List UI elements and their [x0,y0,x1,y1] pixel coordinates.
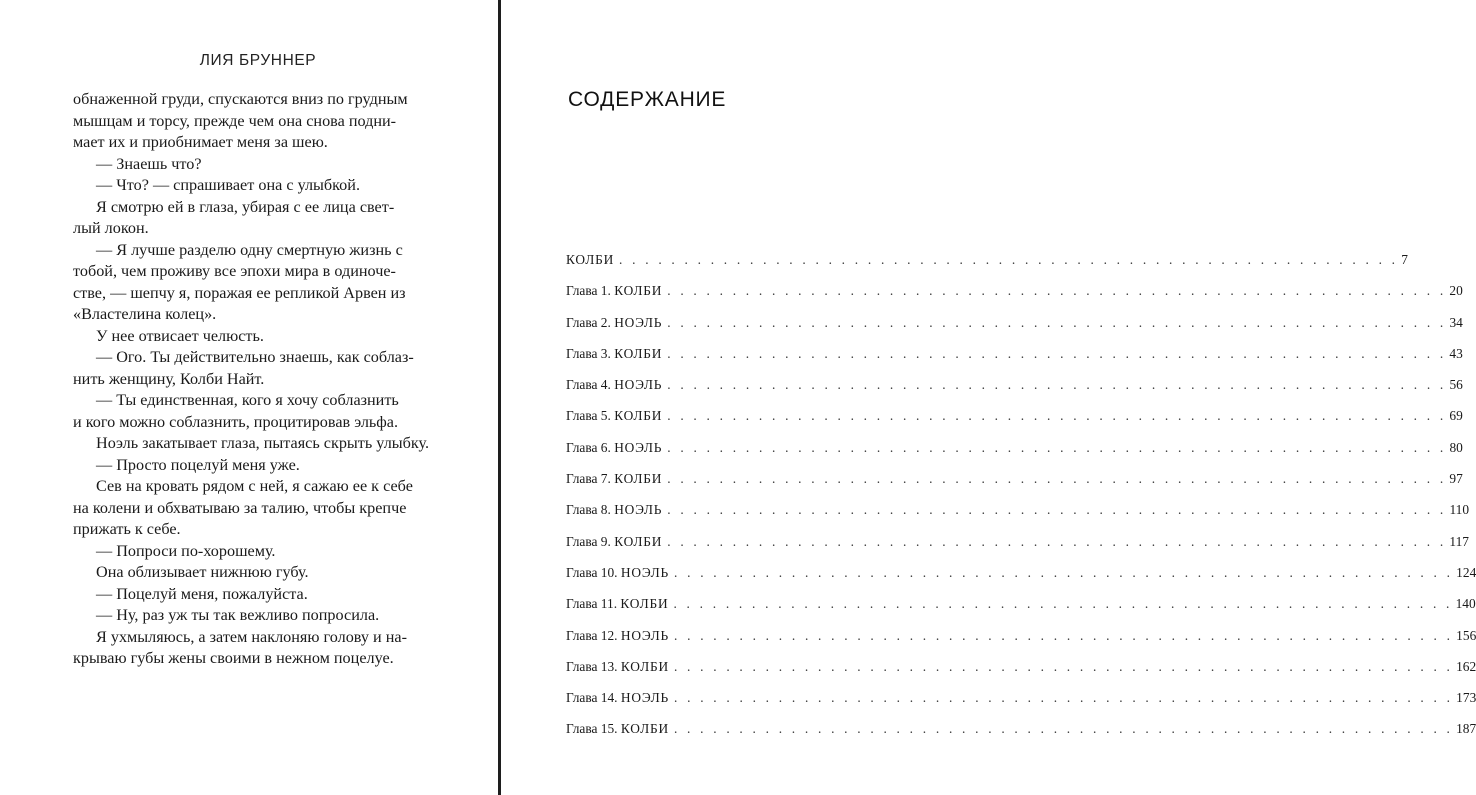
toc-dot-leader: . . . . . . . . . . . . . . . . . . . . . . . . . . . . . . . . . . . . . . . . . . . . . . . . . . . . . . . . . . . . [674,627,1454,643]
text-line: — Знаешь что? [96,154,202,173]
toc-page-number: 156 [1456,627,1476,643]
toc-page-number: 124 [1456,564,1476,580]
toc-chapter-number: Глава 9. [566,533,615,549]
toc-chapter-number: Глава 1. [566,283,615,299]
text-line: стве, — шепчу я, поражая ее репликой Арвен из [73,283,406,302]
toc-page-number: 80 [1449,439,1463,455]
toc-chapter-number: Глава 5. [566,408,615,424]
toc-chapter-number: Глава 7. [566,471,615,487]
toc-chapter-number: Глава 15. [566,721,621,737]
toc-dot-leader: . . . . . . . . . . . . . . . . . . . . . . . . . . . . . . . . . . . . . . . . . . . . . . . . . . . . . . . . . . . . [667,377,1447,393]
toc-entry[interactable] [566,345,1463,377]
text-line: — Попроси по-хорошему. [96,541,276,560]
toc-chapter-number: Глава 2. [566,314,615,330]
text-line: Я смотрю ей в глаза, убирая с ее лица свет- [96,197,395,216]
text-line: Она облизывает нижнюю губу. [96,563,309,581]
right-page [502,0,1476,795]
toc-chapter-number: Глава 11. [566,596,621,612]
text-line: Сев на кровать рядом с ней, я сажаю ее к себе [96,477,413,495]
toc-chapter-name: КОЛБИ [620,658,669,674]
toc-dot-leader: . . . . . . . . . . . . . . . . . . . . . . . . . . . . . . . . . . . . . . . . . . . . . . . . . . . . . . . . . . . . [667,533,1447,549]
toc-page-number: 69 [1449,408,1463,424]
text-line: «Властелина колец». [73,305,217,323]
toc-dot-leader: . . . . . . . . . . . . . . . . . . . . . . . . . . . . . . . . . . . . . . . . . . . . . . . . . . . . . . . . . . . . [667,439,1447,455]
toc-entry[interactable] [566,658,1476,690]
toc-entry-label [566,502,662,518]
toc-entry[interactable] [566,314,1463,346]
toc-entry-label [566,565,669,581]
toc-dot-leader: . . . . . . . . . . . . . . . . . . . . . . . . . . . . . . . . . . . . . . . . . . . . . . . . . . . . . . . . . . . . [673,721,1454,737]
toc-chapter-number: Глава 8. [566,502,615,518]
toc-page-number: 7 [1401,252,1408,267]
text-line: нить женщину, Колби Найт. [73,369,265,388]
text-line: Я ухмыляюсь, а затем наклоняю голову и на- [96,627,407,646]
toc-chapter-name: НОЭЛЬ [620,627,669,643]
toc-entry-label [566,659,669,675]
toc-chapter-name: КОЛБИ [614,345,663,361]
toc-dot-leader: . . . . . . . . . . . . . . . . . . . . . . . . . . . . . . . . . . . . . . . . . . . . . . . . . . . . . . . . . . . . [667,408,1447,424]
toc-chapter-number: Глава 10. [566,564,621,580]
toc-chapter-name: НОЭЛЬ [614,377,663,393]
toc-entry-label [566,408,662,424]
text-line: — Я лучше разделю одну смертную жизнь с [96,240,403,259]
toc-chapter-number: Глава 12. [566,627,621,643]
body-text [73,89,445,670]
toc-page-number: 140 [1455,596,1476,612]
toc-page-number: 117 [1449,533,1469,549]
text-line: — Поцелуй меня, пожалуйста. [96,584,308,603]
toc-page-number: 187 [1456,721,1476,737]
toc-entry-label [566,252,614,268]
text-line: прижать к себе. [73,520,181,538]
toc-title: СОДЕРЖАНИЕ [568,88,727,111]
text-line: Ноэль закатывает глаза, пытаясь скрыть улыбку. [96,434,430,452]
toc-dot-leader: . . . . . . . . . . . . . . . . . . . . . . . . . . . . . . . . . . . . . . . . . . . . . . . . . . . . . . . . . . . . [673,658,1454,674]
toc-chapter-number: Глава 6. [566,439,615,455]
toc-entry[interactable] [566,471,1463,502]
toc-entry-label [566,377,662,393]
toc-page-number: 110 [1449,502,1470,518]
toc-entry-label [566,440,662,456]
toc-chapter-number: Глава 3. [566,345,615,361]
toc-entry[interactable] [566,690,1476,721]
text-line: и кого можно соблазнить, процитировав эльфа. [73,412,399,431]
text-line: тобой, чем проживу все эпохи мира в одиноче- [73,262,396,280]
text-line: на колени и обхватываю за талию, чтобы крепче [73,498,407,517]
toc-chapter-name: КОЛБИ [614,471,663,487]
toc-chapter-name: НОЭЛЬ [614,502,663,518]
toc-chapter-name: НОЭЛЬ [614,314,663,330]
toc-chapter-number: Глава 14. [566,690,621,706]
toc-entry-label [566,690,669,706]
toc-entry-label [566,283,662,299]
toc-entry-label [566,721,669,737]
toc-dot-leader: . . . . . . . . . . . . . . . . . . . . . . . . . . . . . . . . . . . . . . . . . . . . . . . . . . . . . . . . . . . . [674,690,1454,706]
toc-chapter-name: КОЛБИ [620,721,669,737]
toc-entry[interactable] [566,252,1408,283]
toc-dot-leader: . . . . . . . . . . . . . . . . . . . . . . . . . . . . . . . . . . . . . . . . . . . . . . . . . . . . . . . . . . . . [619,252,1399,267]
toc-dot-leader: . . . . . . . . . . . . . . . . . . . . . . . . . . . . . . . . . . . . . . . . . . . . . . . . . . . . . . . . . . . . [667,345,1447,361]
text-line: обнаженной груди, спускаются вниз по грудным [73,90,408,108]
toc-chapter-name: НОЭЛЬ [620,690,669,706]
text-line: — Ну, раз уж ты так вежливо попросила. [96,606,380,624]
toc-page-number: 162 [1456,658,1476,674]
toc-list [566,252,1476,753]
text-line: лый локон. [73,219,149,237]
toc-entry[interactable] [566,408,1463,439]
toc-page-number: 56 [1449,377,1463,393]
toc-page-number: 34 [1449,314,1463,330]
toc-entry-label [566,596,668,612]
toc-dot-leader: . . . . . . . . . . . . . . . . . . . . . . . . . . . . . . . . . . . . . . . . . . . . . . . . . . . . . . . . . . . . [667,471,1447,487]
toc-chapter-name: НОЭЛЬ [614,439,663,455]
toc-dot-leader: . . . . . . . . . . . . . . . . . . . . . . . . . . . . . . . . . . . . . . . . . . . . . . . . . . . . . . . . . . . . [667,283,1447,299]
toc-entry[interactable] [566,283,1463,314]
text-line: — Ты единственная, кого я хочу соблазнить [96,391,399,409]
text-line: крываю губы жены своими в нежном поцелуе. [73,649,394,667]
running-head: ЛИЯ БРУННЕР [199,52,317,69]
toc-chapter-number: Глава 4. [566,377,615,393]
toc-entry-label [566,315,662,331]
toc-entry[interactable] [566,533,1469,565]
toc-entry[interactable] [566,377,1463,408]
text-line: — Ого. Ты действительно знаешь, как соблаз- [96,348,414,366]
left-page [0,0,498,795]
toc-entry-label [566,628,669,644]
text-line: — Просто поцелуй меня уже. [96,455,300,474]
toc-entry[interactable] [566,627,1476,659]
toc-dot-leader: . . . . . . . . . . . . . . . . . . . . . . . . . . . . . . . . . . . . . . . . . . . . . . . . . . . . . . . . . . . . [667,502,1447,518]
toc-dot-leader: . . . . . . . . . . . . . . . . . . . . . . . . . . . . . . . . . . . . . . . . . . . . . . . . . . . . . . . . . . . . [674,564,1454,580]
toc-chapter-number: Глава 13. [566,658,621,674]
text-line: мает их и приобнимает меня за шею. [73,133,328,151]
text-line: — Что? — спрашивает она с улыбкой. [96,176,360,194]
toc-entry[interactable] [566,596,1476,627]
toc-chapter-name: КОЛБИ [614,283,663,299]
toc-page-number: 43 [1449,345,1463,361]
toc-entry-label [566,534,662,550]
toc-entry[interactable] [566,721,1476,752]
toc-chapter-name: КОЛБИ [620,596,669,612]
toc-page-number: 20 [1449,283,1463,299]
toc-chapter-name: КОЛБИ [566,252,615,267]
toc-dot-leader: . . . . . . . . . . . . . . . . . . . . . . . . . . . . . . . . . . . . . . . . . . . . . . . . . . . . . . . . . . . . [667,314,1447,330]
book-spine-divider [498,0,501,795]
toc-dot-leader: . . . . . . . . . . . . . . . . . . . . . . . . . . . . . . . . . . . . . . . . . . . . . . . . . . . . . . . . . . . . [673,596,1453,612]
text-line: У нее отвисает челюсть. [96,326,264,345]
toc-chapter-name: КОЛБИ [614,533,663,549]
toc-page-number: 173 [1456,690,1476,706]
toc-entry-label [566,471,662,487]
toc-page-number: 97 [1449,471,1463,487]
toc-entry[interactable] [566,564,1476,596]
text-line: мышцам и торсу, прежде чем она снова подни- [73,111,397,130]
toc-chapter-name: КОЛБИ [614,408,663,424]
toc-chapter-name: НОЭЛЬ [620,564,669,580]
toc-entry[interactable] [566,439,1463,471]
toc-entry-label [566,346,662,362]
toc-entry[interactable] [566,502,1470,533]
